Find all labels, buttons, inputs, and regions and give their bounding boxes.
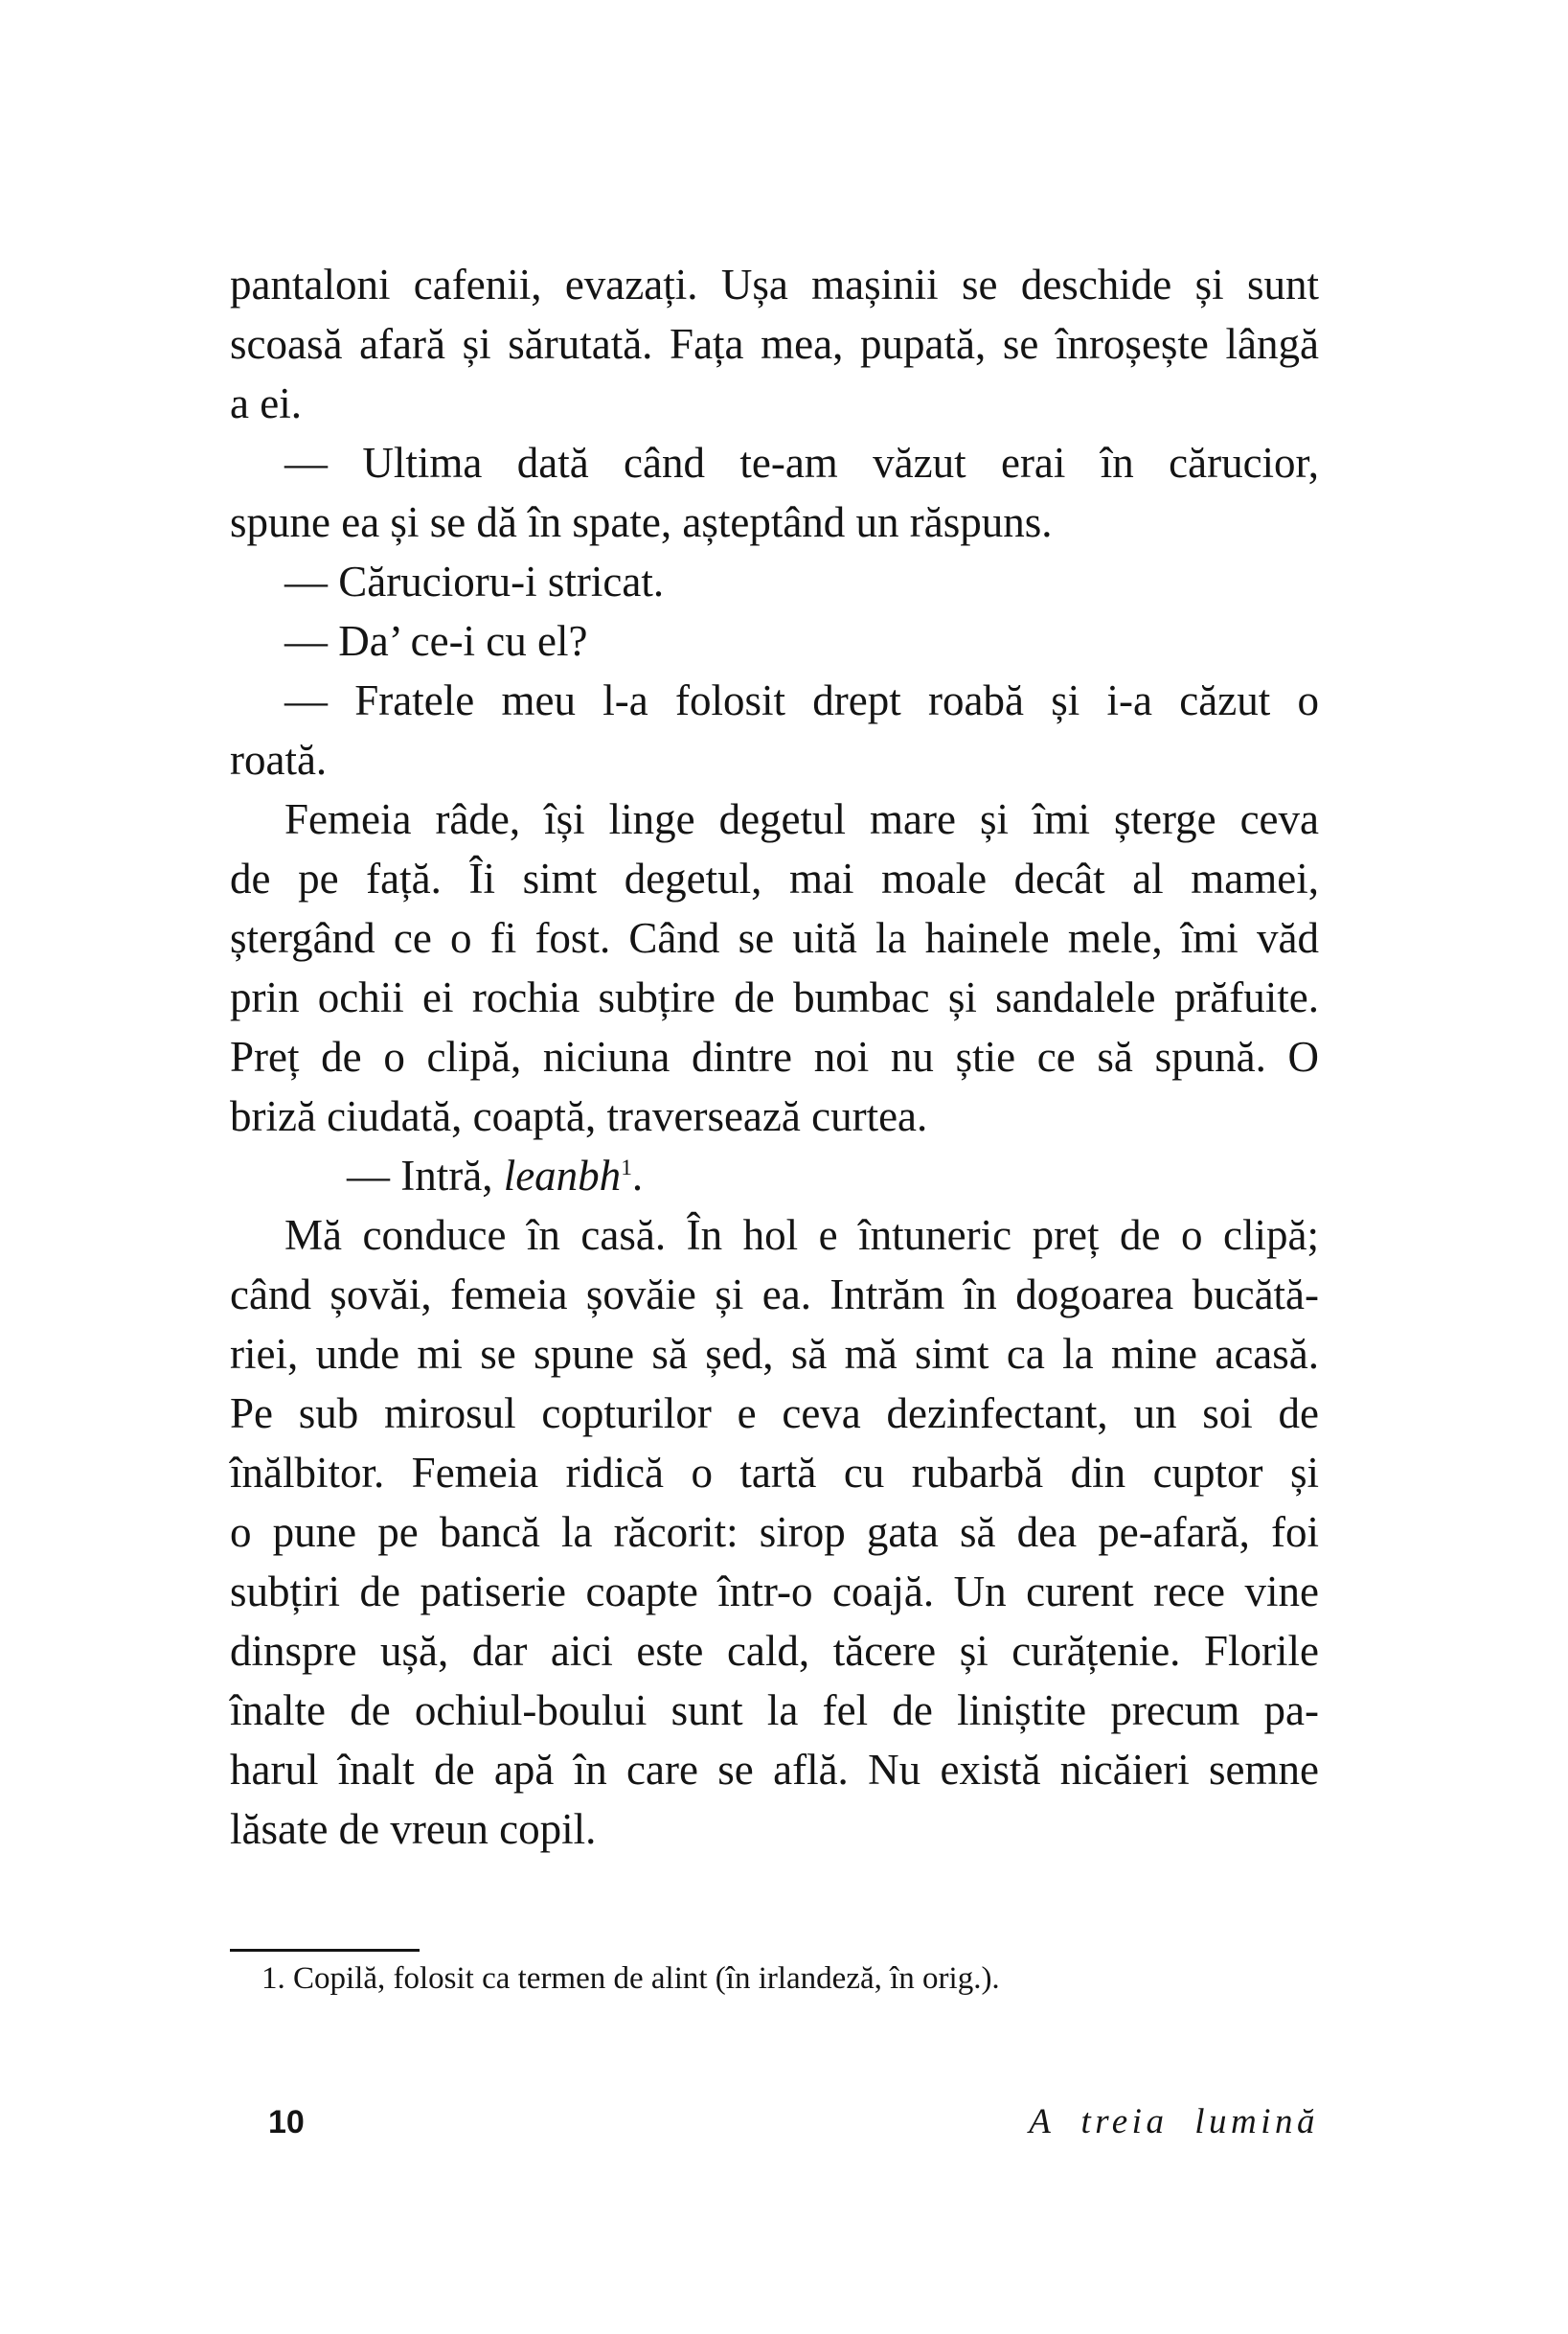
text-line: când șovăi, femeia șovăie și ea. Intrăm în dogoarea bucătă- xyxy=(230,1270,1319,1318)
running-title: A treia lumină xyxy=(1029,2102,1319,2141)
text-line: a ei. xyxy=(230,379,302,427)
italic-foreign-term: leanbh xyxy=(503,1152,622,1200)
text-line: briză ciudată, coaptă, traversează curtea. xyxy=(230,1092,928,1140)
text-line: prin ochii ei rochia subțire de bumbac și sandalele prăfuite. xyxy=(230,973,1319,1021)
text-line: — Da’ ce-i cu el? xyxy=(284,617,588,665)
text-line: ștergând ce o fi fost. Când se uită la hainele mele, îmi văd xyxy=(230,914,1319,962)
text-line: spune ea și se dă în spate, așteptând un răspuns. xyxy=(230,498,1053,546)
page-number: 10 xyxy=(268,2104,305,2140)
body-text xyxy=(230,255,1319,1859)
text-line: harul înalt de apă în care se află. Nu există nicăieri semne xyxy=(230,1746,1319,1794)
text-line xyxy=(230,1146,1319,1205)
text-line: dinspre ușă, dar aici este cald, tăcere și curățenie. Florile xyxy=(230,1627,1319,1675)
text-segment: — Intră, xyxy=(347,1152,504,1200)
text-line: Femeia râde, își linge degetul mare și îmi șterge ceva xyxy=(284,795,1319,843)
text-line: riei, unde mi se spune să șed, să mă simt ca la mine acasă. xyxy=(230,1330,1319,1378)
text-line: de pe față. Îi simt degetul, mai moale decât al mamei, xyxy=(230,855,1319,903)
text-line: scoasă afară și sărutată. Fața mea, pupată, se înroșește lângă xyxy=(230,320,1319,368)
text-line: înalte de ochiul-boului sunt la fel de liniștite precum pa- xyxy=(230,1686,1319,1734)
text-line: Mă conduce în casă. În hol e întuneric preț de o clipă; xyxy=(284,1211,1319,1259)
text-line: Pe sub mirosul copturilor e ceva dezinfectant, un soi de xyxy=(230,1389,1319,1437)
text-line: pantaloni cafenii, evazați. Ușa mașinii se deschide și sunt xyxy=(230,261,1319,309)
footnote-reference: 1 xyxy=(621,1156,632,1180)
text-line: Preț de o clipă, niciuna dintre noi nu știe ce să spună. O xyxy=(230,1033,1319,1081)
text-segment: . xyxy=(631,1152,644,1200)
text-line: lăsate de vreun copil. xyxy=(230,1805,597,1853)
text-line: — Fratele meu l-a folosit drept roabă și i-a căzut o xyxy=(284,676,1319,724)
footnote: 1. Copilă, folosit ca termen de alint (în irlandeză, în orig.). xyxy=(261,1961,1000,1996)
text-line: o pune pe bancă la răcorit: sirop gata să dea pe-afară, foi xyxy=(230,1508,1319,1556)
text-line: — Cărucioru-i stricat. xyxy=(284,558,665,606)
text-line: — Ultima dată când te-am văzut erai în cărucior, xyxy=(284,439,1319,487)
text-line: înălbitor. Femeia ridică o tartă cu rubarbă din cuptor și xyxy=(230,1449,1319,1497)
footnote-divider xyxy=(230,1949,420,1952)
text-line: subțiri de patiserie coapte într-o coajă. Un curent rece vine xyxy=(230,1567,1319,1615)
text-line: roată. xyxy=(230,736,328,784)
